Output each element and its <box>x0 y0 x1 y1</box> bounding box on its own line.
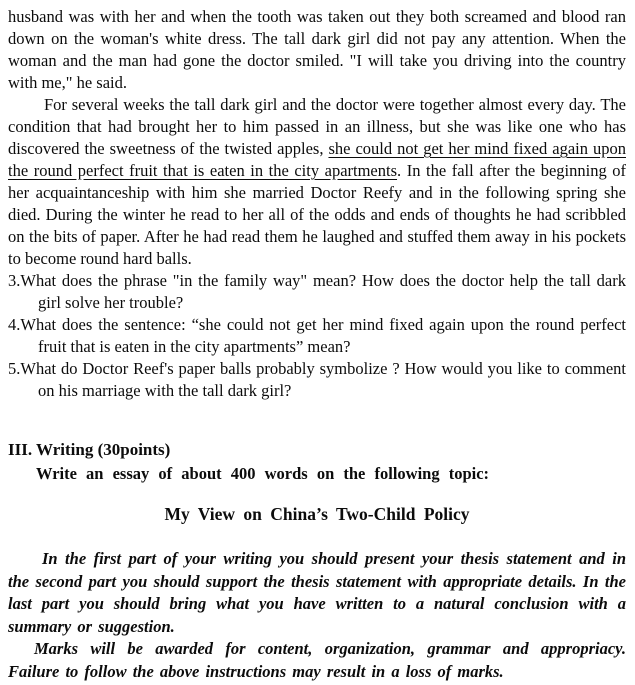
question-text: What does the sentence: “she could not get her mind fixed again upon the round perfect fruit that is eaten in the city apartments” mean? <box>20 315 626 356</box>
reading-passage-paragraph-2 <box>8 94 626 270</box>
writing-section <box>8 439 626 683</box>
reading-passage-paragraph-1: husband was with her and when the tooth was taken out they both screamed and blood ran down on the woman's white dress. The tall dark girl did not pay any attention. When the woman and the man had gone the doctor smiled. "I will take you driving into the country with me," he said. <box>8 7 626 92</box>
question-number: 3. <box>8 271 21 290</box>
question-number: 4. <box>8 315 21 334</box>
writing-section-heading: III. Writing (30points) <box>8 440 171 459</box>
essay-topic-title: My View on China’s Two-Child Policy <box>164 504 470 524</box>
essay-prompt: Write an essay of about 400 words on the following topic: <box>36 464 490 483</box>
passage-text-after-underline: . In the fall after the beginning of her acquaintanceship with him she married Doctor Reefy and in the following spring she died. During the winter he read to her all of the odds and ends of thoughts he had scribbled on the bits of paper. After he had read them he laughed and stuffed them away in his pockets to become round hard balls. <box>8 161 627 268</box>
question-text: What do Doctor Reef's paper balls probably symbolize ? How would you like to comment on his marriage with the tall dark girl? <box>20 359 626 400</box>
question-5 <box>8 358 626 402</box>
essay-instructions-paragraph-2: Marks will be awarded for content, organization, grammar and appropriacy. Failure to follow the above instructions may result in a loss of marks. <box>8 639 626 681</box>
question-number: 5. <box>8 359 21 378</box>
comprehension-questions <box>8 270 626 402</box>
question-text: What does the phrase "in the family way" mean? How does the doctor help the tall dark girl solve her trouble? <box>20 271 626 312</box>
question-3 <box>8 270 626 314</box>
essay-instructions-paragraph-1: In the first part of your writing you should present your thesis statement and in the second part you should support the thesis statement with appropriate details. In the last part you should bring what you have written to a natural conclusion with a summary or suggestion. <box>8 549 626 636</box>
underlined-sentence: she could not get her mind fixed again upon the round perfect fruit that is eaten in the city apartments <box>8 139 626 180</box>
question-4 <box>8 314 626 358</box>
passage-text-before-underline: For several weeks the tall dark girl and the doctor were together almost every day. The condition that had brought her to him passed in an illness, but she was like one who has discovered the sweetness of the twisted apples, <box>8 95 626 158</box>
